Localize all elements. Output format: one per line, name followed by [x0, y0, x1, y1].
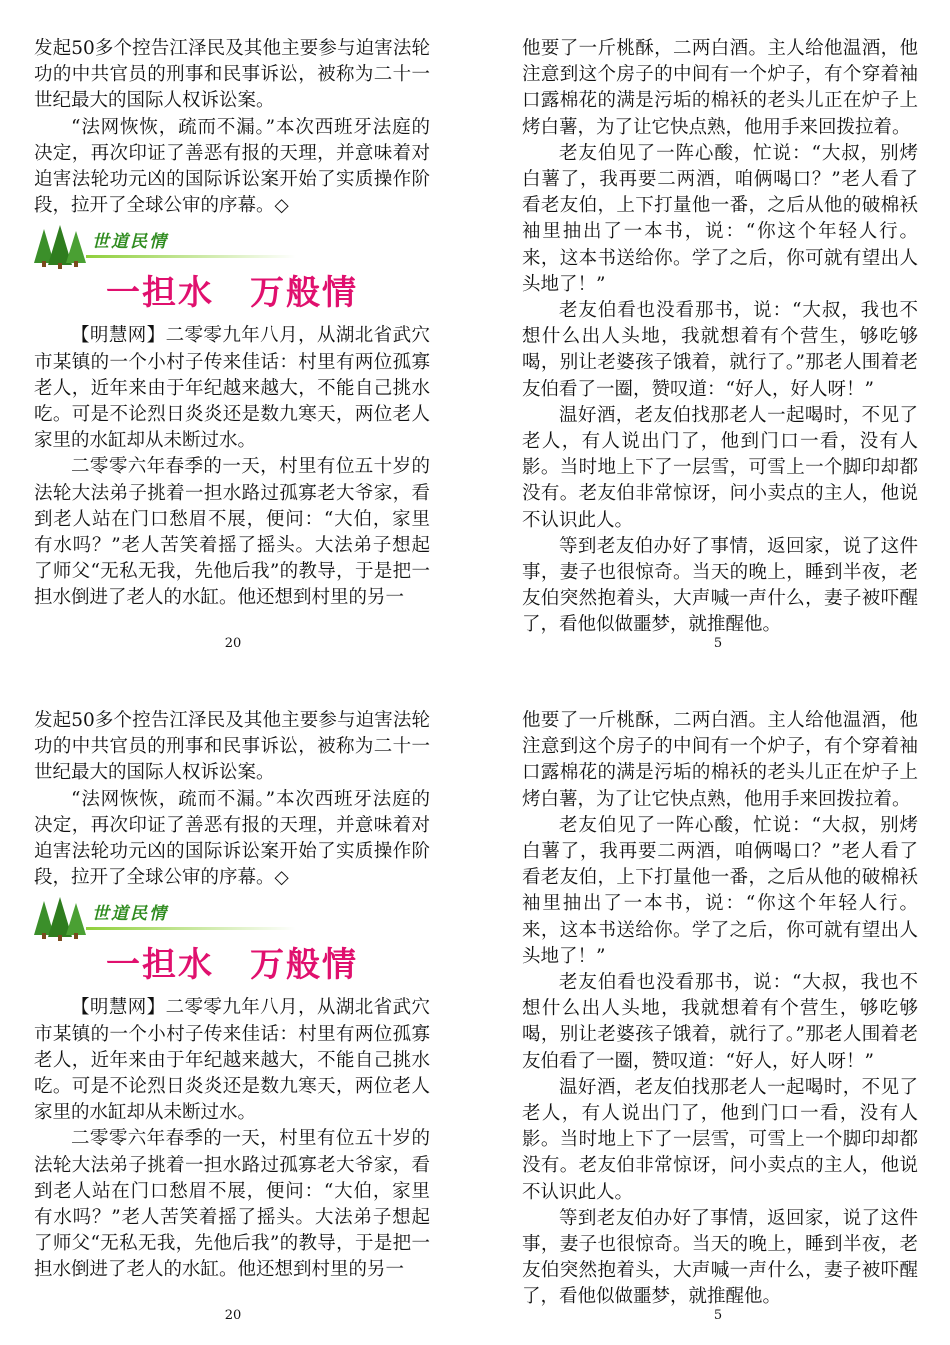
right-paragraph-4: 温好酒，老友伯找那老人一起喝时，不见了老人，有人说出门了，他到门口一看，没有人影。当时地上下了一层雪，可雪上一个脚印却都没有。老友伯非常惊讶，问小卖点的主人，他说不认识此人。	[522, 404, 918, 531]
left-paragraph-3: 【明慧网】二零零九年八月，从湖北省武穴市某镇的一个小村子传来佳话：村里有两位孤寡老人，近年来由于年纪越来越大，不能自己挑水吃。可是不论烈日炎炎还是数九寒天，两位老人家里的水缸却从未断过水。	[34, 997, 430, 1124]
article-title: 一担水 万般情	[106, 945, 358, 986]
pine-trees-icon	[30, 223, 94, 269]
page-spread-top	[0, 0, 950, 672]
right-paragraph-3: 老友伯看也没看那书，说：“大叔，我也不想什么出人头地，我就想着有个营生，够吃够喝，别让老婆孩子饿着，就行了。”那老人围着老友伯看了一圈，赞叹道：“好人，好人呀！”	[522, 300, 918, 400]
right-paragraph-2: 老友伯见了一阵心酸，忙说：“大叔，别烤白薯了，我再要二两酒，咱俩喝口？”老人看了看老友伯，上下打量他一番，之后从他的破棉袄袖里抽出了一本书，说：“你这个年轻人行。来，这本书送给你。学了之后，你可就有望出人头地了！”	[522, 814, 918, 967]
page-number-right: 5	[713, 1308, 723, 1323]
left-paragraph-2: “法网恢恢，疏而不漏。”本次西班牙法庭的决定，再次印证了善恶有报的天理，并意味着对迫害法轮功元凶的国际诉讼案开始了实质操作阶段，拉开了全球公审的序幕。◇	[34, 116, 430, 217]
page-number-left: 20	[224, 636, 242, 651]
left-paragraph-2: “法网恢恢，疏而不漏。”本次西班牙法庭的决定，再次印证了善恶有报的天理，并意味着对迫害法轮功元凶的国际诉讼案开始了实质操作阶段，拉开了全球公审的序幕。◇	[34, 788, 430, 889]
section-label: 世道民情	[92, 904, 168, 925]
right-paragraph-2: 老友伯见了一阵心酸，忙说：“大叔，别烤白薯了，我再要二两酒，咱俩喝口？”老人看了看老友伯，上下打量他一番，之后从他的破棉袄袖里抽出了一本书，说：“你这个年轻人行。来，这本书送给你。学了之后，你可就有望出人头地了！”	[522, 142, 918, 295]
left-column	[34, 36, 430, 612]
page-number-right: 5	[713, 636, 723, 651]
article-title: 一担水 万般情	[106, 273, 358, 314]
banner-underline	[86, 255, 296, 258]
right-paragraph-1: 他要了一斤桃酥，二两白酒。主人给他温酒，他注意到这个房子的中间有一个炉子，有个穿着袖口露棉花的满是污垢的棉袄的老头儿正在炉子上烤白薯，为了让它快点熟，他用手来回拨拉着。	[522, 38, 918, 138]
left-paragraph-4: 二零零六年春季的一天，村里有位五十岁的法轮大法弟子挑着一担水路过孤寡老大爷家，看到老人站在门口愁眉不展，便问：“大伯，家里有水吗？”老人苦笑着摇了摇头。大法弟子想起了师父“无私无我，先他后我”的教导，于是把一担水倒进了老人的水缸。他还想到村里的另一	[34, 1128, 430, 1281]
banner-underline	[86, 927, 296, 930]
page-spread-bottom	[0, 672, 950, 1344]
section-label: 世道民情	[92, 232, 168, 253]
right-column	[522, 36, 918, 639]
right-paragraph-5: 等到老友伯办好了事情，返回家，说了这件事，妻子也很惊奇。当天的晚上，睡到半夜，老友伯突然抱着头，大声喊一声什么，妻子被吓醒了，看他似做噩梦，就推醒他。	[522, 535, 918, 636]
left-paragraph-3: 【明慧网】二零零九年八月，从湖北省武穴市某镇的一个小村子传来佳话：村里有两位孤寡老人，近年来由于年纪越来越大，不能自己挑水吃。可是不论烈日炎炎还是数九寒天，两位老人家里的水缸却从未断过水。	[34, 325, 430, 452]
left-paragraph-1: 发起50多个控告江泽民及其他主要参与迫害法轮功的中共官员的刑事和民事诉讼，被称为二十一世纪最大的国际人权诉讼案。	[34, 710, 430, 784]
right-paragraph-5: 等到老友伯办好了事情，返回家，说了这件事，妻子也很惊奇。当天的晚上，睡到半夜，老友伯突然抱着头，大声喊一声什么，妻子被吓醒了，看他似做噩梦，就推醒他。	[522, 1207, 918, 1308]
left-paragraph-4: 二零零六年春季的一天，村里有位五十岁的法轮大法弟子挑着一担水路过孤寡老大爷家，看到老人站在门口愁眉不展，便问：“大伯，家里有水吗？”老人苦笑着摇了摇头。大法弟子想起了师父“无私无我，先他后我”的教导，于是把一担水倒进了老人的水缸。他还想到村里的另一	[34, 456, 430, 609]
right-paragraph-3: 老友伯看也没看那书，说：“大叔，我也不想什么出人头地，我就想着有个营生，够吃够喝，别让老婆孩子饿着，就行了。”那老人围着老友伯看了一圈，赞叹道：“好人，好人呀！”	[522, 972, 918, 1072]
right-paragraph-4: 温好酒，老友伯找那老人一起喝时，不见了老人，有人说出门了，他到门口一看，没有人影。当时地上下了一层雪，可雪上一个脚印却都没有。老友伯非常惊讶，问小卖点的主人，他说不认识此人。	[522, 1076, 918, 1203]
page-number-left: 20	[224, 1308, 242, 1323]
section-banner	[30, 223, 430, 267]
section-banner	[30, 895, 430, 939]
right-paragraph-1: 他要了一斤桃酥，二两白酒。主人给他温酒，他注意到这个房子的中间有一个炉子，有个穿着袖口露棉花的满是污垢的棉袄的老头儿正在炉子上烤白薯，为了让它快点熟，他用手来回拨拉着。	[522, 710, 918, 810]
left-paragraph-1: 发起50多个控告江泽民及其他主要参与迫害法轮功的中共官员的刑事和民事诉讼，被称为二十一世纪最大的国际人权诉讼案。	[34, 38, 430, 112]
pine-trees-icon	[30, 895, 94, 941]
right-column	[522, 708, 918, 1311]
left-column	[34, 708, 430, 1284]
